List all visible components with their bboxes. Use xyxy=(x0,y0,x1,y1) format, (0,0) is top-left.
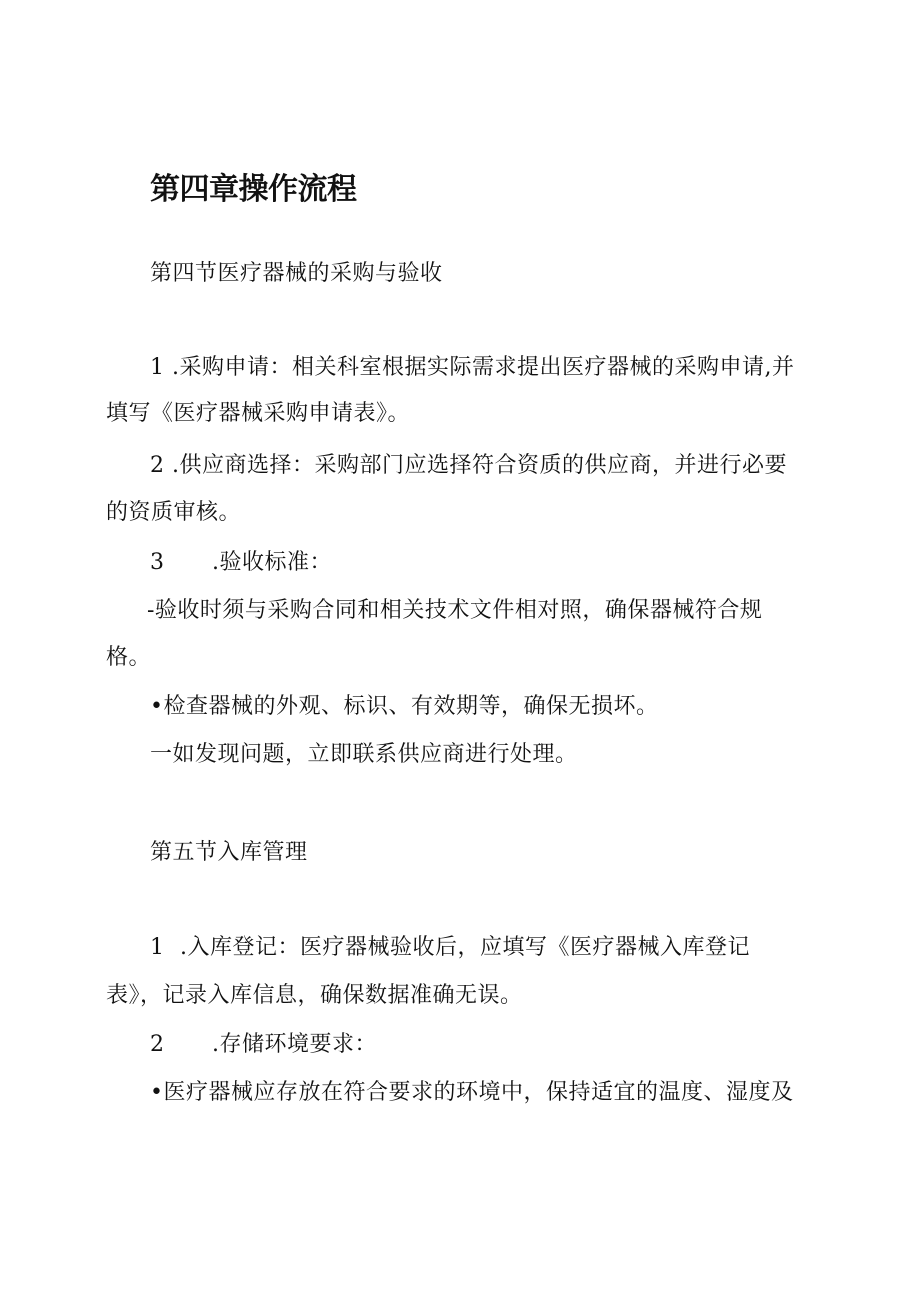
item-text: .存储环境要求： xyxy=(212,1032,377,1057)
list-item-storage-registration xyxy=(150,933,750,963)
item-text: .验收标准： xyxy=(212,550,332,575)
bullet-line: -验收时须与采购合同和相关技术文件相对照，确保器械符合规 xyxy=(147,598,763,623)
item-text: .供应商选择：采购部门应选择符合资质的供应商，并进行必要 xyxy=(172,453,787,478)
list-item-storage-environment xyxy=(150,1030,377,1060)
bullet-line: •检查器械的外观、标识、有效期等，确保无损坏。 xyxy=(150,694,659,719)
item-number: 3 xyxy=(150,550,165,575)
bullet-line: •医疗器械应存放在符合要求的环境中，保持适宜的温度、湿度及 xyxy=(150,1080,794,1105)
chapter-title: 第四章操作流程 xyxy=(150,172,357,207)
list-item-supplier-selection xyxy=(150,451,787,481)
paragraph-line: 的资质审核。 xyxy=(106,500,242,525)
paragraph-line: 表》，记录入库信息，确保数据准确无误。 xyxy=(106,983,523,1008)
item-text: .采购申请：相关科室根据实际需求提出医疗器械的采购申请,并 xyxy=(172,355,795,380)
list-item-purchase-request xyxy=(150,353,795,383)
item-number: 1 xyxy=(150,355,165,380)
paragraph-line: 格。 xyxy=(106,645,152,670)
list-item-acceptance-criteria xyxy=(150,548,332,578)
section-title: 第四节医疗器械的采购与验收 xyxy=(150,261,443,286)
paragraph-line: 填写《医疗器械采购申请表》。 xyxy=(106,401,411,426)
item-number: 2 xyxy=(150,453,165,478)
bullet-line: 一如发现问题，立即联系供应商进行处理。 xyxy=(150,742,578,767)
item-number: 1 xyxy=(150,935,165,960)
item-text: .入库登记：医疗器械验收后，应填写《医疗器械入库登记 xyxy=(180,935,750,960)
item-number: 2 xyxy=(150,1032,165,1057)
section-title: 第五节入库管理 xyxy=(150,840,308,865)
